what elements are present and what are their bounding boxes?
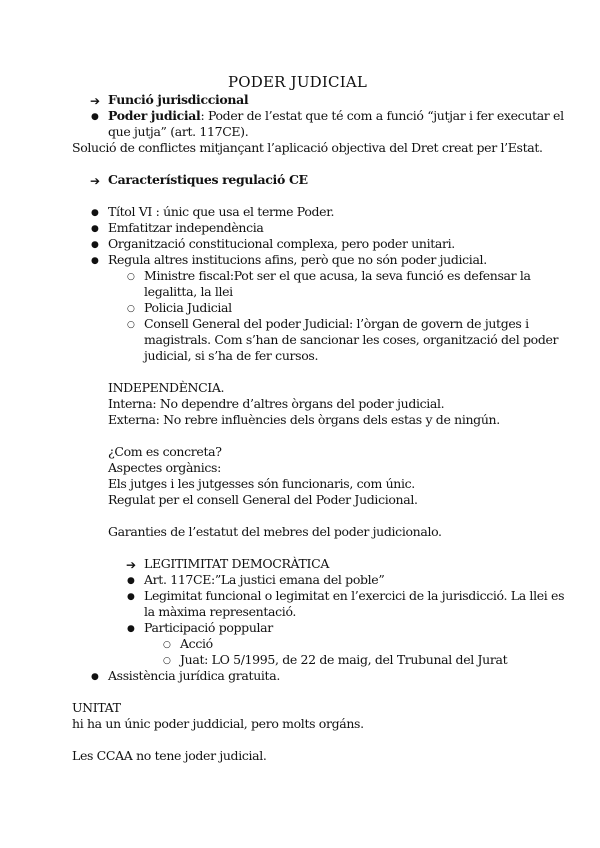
- sub-item-accio: Acció: [180, 636, 213, 651]
- text-aspectes: Aspectes orgànics:: [108, 460, 221, 475]
- bullet-icon: ●: [91, 672, 99, 682]
- bullet-icon: ●: [127, 592, 135, 602]
- text-regulat: Regulat per el consell General del Poder Judicional.: [108, 492, 418, 507]
- paragraph-solucio: Solució de conflictes mitjançant l’aplicació objectiva del Dret creat per l’Estat.: [72, 140, 543, 155]
- term-definition: : Poder de l’estat que té com a funció “jutjar i fer executar el: [200, 108, 564, 123]
- list-item-funcional: Legimitat funcional o legimitat en l’exercici de la jurisdicció. La llei es: [144, 588, 565, 603]
- term-label: Poder judicial: [108, 108, 201, 123]
- bullet-icon: ●: [91, 208, 99, 218]
- bullet-icon: ●: [91, 256, 99, 266]
- sub-item-ministre-cont: legalitta, la llei: [144, 284, 233, 299]
- circle-bullet-icon: ○: [163, 656, 171, 666]
- circle-bullet-icon: ○: [127, 320, 135, 330]
- circle-bullet-icon: ○: [127, 272, 135, 282]
- sub-item-ministre: Ministre fiscal:Pot ser el que acusa, la seva funció es defensar la: [144, 268, 531, 283]
- list-item-funcional-cont: la màxima representació.: [144, 604, 297, 619]
- arrow-icon: ➔: [126, 558, 137, 572]
- bullet-icon: ●: [127, 624, 135, 634]
- list-item-poder-judicial: [108, 108, 564, 125]
- text-garanties: Garanties de l’estatut del mebres del poder judicionalo.: [108, 524, 442, 539]
- text-externa: Externa: No rebre influències dels òrgans dels estas y de ningún.: [108, 412, 500, 427]
- arrow-icon: ➔: [90, 174, 101, 188]
- sub-item-consell-cont: magistrals. Com s’han de sancionar les coses, organització del poder: [144, 332, 559, 347]
- list-item: Títol VI : únic que usa el terme Poder.: [108, 204, 335, 219]
- circle-bullet-icon: ○: [163, 640, 171, 650]
- circle-bullet-icon: ○: [127, 304, 135, 314]
- list-item: Organització constitucional complexa, pero poder unitari.: [108, 236, 455, 251]
- text-interna: Interna: No dependre d’altres òrgans del poder judicial.: [108, 396, 445, 411]
- text-jutges: Els jutges i les jutgesses són funcionaris, com únic.: [108, 476, 415, 491]
- bullet-icon: ●: [127, 576, 135, 586]
- sub-item-consell: Consell General del poder Judicial: l’òrgan de govern de jutges i: [144, 316, 529, 331]
- heading-unitat: UNITAT: [72, 700, 121, 715]
- list-item: Emfatitzar independència: [108, 220, 264, 235]
- list-item-assistencia: Assistència jurídica gratuita.: [108, 668, 280, 683]
- bullet-icon: ●: [91, 224, 99, 234]
- section-heading-caracteristiques: Característiques regulació CE: [108, 172, 308, 187]
- bullet-icon: ●: [91, 112, 99, 122]
- heading-independencia: INDEPENDÈNCIA.: [108, 380, 225, 395]
- list-item: Regula altres institucions afins, però que no són poder judicial.: [108, 252, 487, 267]
- list-item-participacio: Participació poppular: [144, 620, 273, 635]
- sub-item-consell-cont: judicial, si s’ha de fer cursos.: [144, 348, 319, 363]
- list-item-poder-judicial-cont: que jutja” (art. 117CE).: [108, 124, 249, 139]
- heading-legitimitat: LEGITIMITAT DEMOCRÀTICA: [144, 556, 329, 571]
- bullet-icon: ●: [91, 240, 99, 250]
- text-unitat: hi ha un únic poder juddicial, pero molts orgáns.: [72, 716, 364, 731]
- sub-item-juat: Juat: LO 5/1995, de 22 de maig, del Trubunal del Jurat: [180, 652, 508, 667]
- arrow-icon: ➔: [90, 94, 101, 108]
- text-question: ¿Com es concreta?: [108, 444, 222, 459]
- page-title: PODER JUDICIAL: [228, 73, 368, 91]
- text-ccaa: Les CCAA no tene joder judicial.: [72, 748, 267, 763]
- sub-item-policia: Policia Judicial: [144, 300, 232, 315]
- section-heading-funcio: Funció jurisdiccional: [108, 92, 249, 107]
- list-item-art: Art. 117CE:”La justici emana del poble”: [144, 572, 385, 587]
